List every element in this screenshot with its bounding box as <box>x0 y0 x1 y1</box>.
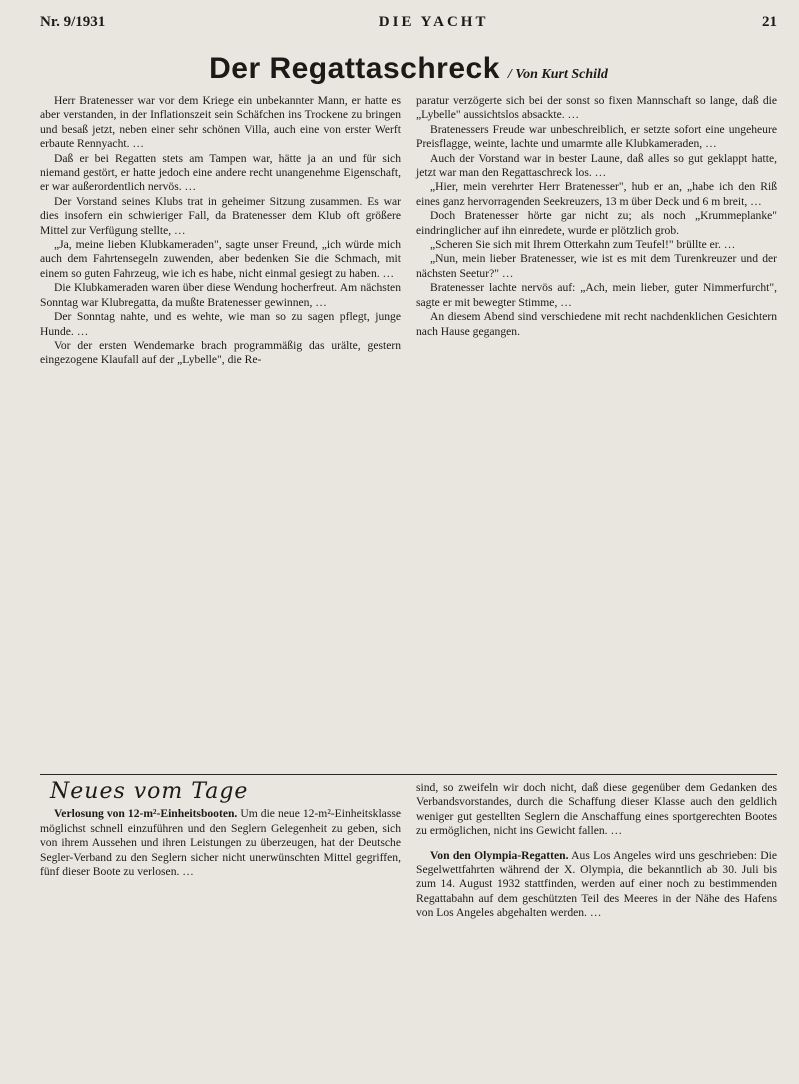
news-item-text: sind, so zweifeln wir doch nicht, daß diese gegenüber dem Gedanken des Verbandsvorstandes, durch die Schaffung dieser Klasse auch den geldlich weniger gut gestellten Seglern die Anschaffung eines sportgerechten Bootes zu ermöglichen, nicht ins Gewicht fallen. … <box>416 781 777 838</box>
article-paragraph: Daß er bei Regatten stets am Tampen war, hätte ja an und für sich niemand gestört, er hatte jedoch eine andere recht unangenehme Eigenschaft, er war außerordentlich nervös. … <box>40 151 401 194</box>
article-left-column <box>40 94 401 770</box>
article-paragraph: „Hier, mein verehrter Herr Bratenesser", hub er an, „habe ich den Riß eines ganz hervorragenden Seekreuzers, 13 m über Deck und 6 m breit, … <box>416 180 777 208</box>
page-header <box>40 14 777 40</box>
article-body <box>40 94 777 770</box>
article-paragraph: „Ja, meine lieben Klubkameraden", sagte unser Freund, „ich würde mich auch dem Fahrtensegeln zuwenden, aber bedenken Sie die Schmach, mit einem so guten Fahrzeug, wie ich es habe, nicht einmal gesiegt zu haben. … <box>40 238 401 280</box>
news-left-column <box>40 781 401 1084</box>
news-item-text: Aus Los Angeles wird uns geschrieben: Die Segelwettfahrten während der X. Olympia, die bekanntlich ab 30. Juli bis zum 14. August 1932 stattfinden, werden auf einer noch zu bestimmenden Regattabahn auf dem geschützten Teil des Meeres in der Nähe des Hafens von Los Angeles abgehalten werden. … <box>416 848 777 920</box>
news-item <box>416 849 777 921</box>
page-number: 21 <box>761 14 777 30</box>
news-item-text: Um die neue 12-m²-Einheitsklasse möglichst schnell einzuführen und den Seglern Gelegenheit zu geben, sich von ihrem Aussehen und ihren Leistungen zu überzeugen, hat der Deutsche Segler-Verband zu den Seglern sicher nicht unerwünschten Mittel gegriffen, fünf dieser Boote zu verlosen. … <box>40 807 401 879</box>
news-item <box>40 807 401 879</box>
article-paragraph: Bratenessers Freude war unbeschreiblich, er setzte sofort eine ungeheure Preisflagge, weinte, lachte und umarmte alle Klubkameraden, … <box>416 122 777 151</box>
article-paragraph: Der Vorstand seines Klubs trat in geheimer Sitzung zusammen. Es war dies insofern ein schwieriger Fall, da Bratenesser dem Klub oft größere Mittel zur Verfügung stellte, … <box>40 194 401 237</box>
article-paragraph: paratur verzögerte sich bei der sonst so fixen Mannschaft so lange, daß die „Lybelle" aussichtslos absackte. … <box>416 94 777 122</box>
magazine-name: DIE YACHT <box>378 14 489 30</box>
article-paragraph: Doch Bratenesser hörte gar nicht zu; als noch „Krummeplanke" eindringlicher auf ihn einredete, wurde er plötzlich grob. <box>416 209 777 237</box>
article-title: Der Regattaschreck <box>209 52 500 85</box>
news-section <box>40 781 777 1084</box>
article-paragraph: Die Klubkameraden waren über diese Wendung hocherfreut. Am nächsten Sonntag war Klubregatta, da mußte Bratenesser gewinnen, … <box>40 281 401 309</box>
news-item-heading: Von den Olympia-Regatten. <box>430 848 569 862</box>
article-right-column <box>416 94 777 770</box>
news-section-title: Neues vom Tage <box>50 781 249 804</box>
article-paragraph: An diesem Abend sind verschiedene mit recht nachdenklichen Gesichtern nach Hause gegangen. <box>416 310 777 338</box>
article-author: / Von Kurt Schild <box>507 67 608 82</box>
article-paragraph: Auch der Vorstand war in bester Laune, daß alles so gut geklappt hatte, jetzt war man den Regattaschreck los. … <box>416 151 777 180</box>
article-paragraph: Herr Bratenesser war vor dem Kriege ein unbekannter Mann, er hatte es aber verstanden, in der Inflationszeit sein Schäfchen ins Trockene zu bringen und besaß jetzt, neben einer sehr schönen Villa, auch eine von erster Werft erbaute Rennyacht. … <box>40 94 401 151</box>
section-divider <box>40 774 777 775</box>
article-paragraph: „Scheren Sie sich mit Ihrem Otterkahn zum Teufel!" brüllte er. … <box>430 238 736 252</box>
news-item <box>416 781 777 839</box>
news-right-column <box>416 781 777 1084</box>
article-paragraph: „Nun, mein lieber Bratenesser, wie ist es mit dem Turenkreuzer und der nächsten Seetur?" … <box>416 252 777 280</box>
article-paragraph: Der Sonntag nahte, und es wehte, wie man so zu sagen pflegt, junge Hunde. … <box>40 310 401 338</box>
news-item-heading: Verlosung von 12-m²-Einheitsbooten. <box>54 807 238 821</box>
article-paragraph: Vor der ersten Wendemarke brach programmäßig das urälte, gestern eingezogene Klaufall auf der „Lybelle", die Re- <box>40 338 401 367</box>
issue-number: Nr. 9/1931 <box>40 14 106 30</box>
article-title-row <box>40 52 777 88</box>
article-paragraph: Bratenesser lachte nervös auf: „Ach, mein lieber, guter Nimmerfurcht", sagte er mit bewegter Stimme, … <box>416 281 777 309</box>
